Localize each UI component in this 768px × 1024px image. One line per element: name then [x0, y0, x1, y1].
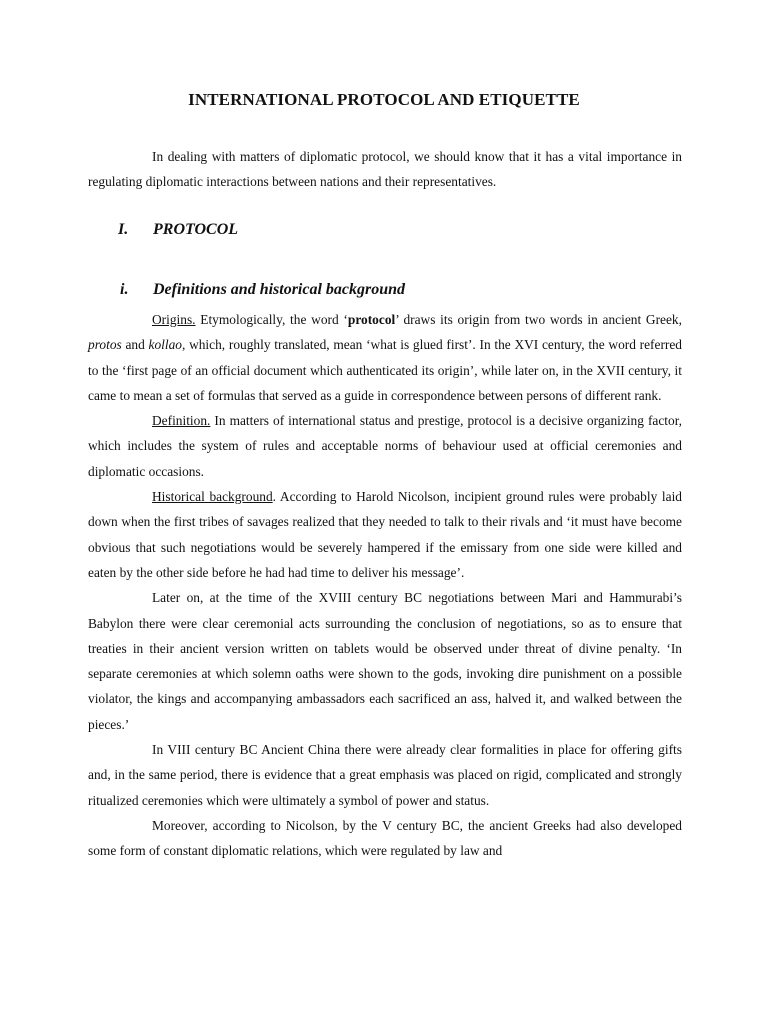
- subsection-heading: [120, 279, 405, 301]
- section-title: PROTOCOL: [153, 221, 239, 238]
- definition-label: Definition.: [152, 413, 211, 429]
- paragraph-later-on: Later on, at the time of the XVIII century BC negotiations between Mari and Hammurabi’s Babylon there were clear ceremonial acts surrounding the conclusion of negotiations, so as to ensure that treaties in their ancient version written on tablets would be observed under threat of divine penalty. ‘In separate ceremonies at which solemn oaths were shown to the gods, invoking dire punishment on a possible violator, the kings and accompanying ambassadors each sacrificed an ass, halved it, and walked between the pieces.’: [88, 590, 682, 732]
- subsection-number: i.: [120, 281, 129, 298]
- definition-text: In matters of international status and prestige, protocol is a decisive organizing factor, which includes the system of rules and acceptable norms of behaviour used at official ceremonies and diplomatic occasions.: [88, 413, 682, 479]
- document-title: INTERNATIONAL PROTOCOL AND ETIQUETTE: [188, 90, 580, 109]
- subsection-title: Definitions and historical background: [153, 281, 406, 298]
- origins-text-1: Etymologically, the word ‘: [195, 312, 348, 327]
- section-heading: [118, 219, 238, 241]
- paragraph-definition: [88, 408, 682, 484]
- origins-text-3: and: [121, 337, 149, 353]
- protocol-term: protocol: [347, 312, 396, 327]
- origins-text-2: ’ draws its origin from two words in ancient Greek,: [395, 312, 682, 327]
- paragraph-ancient-china: In VIII century BC Ancient China there were already clear formalities in place for offering gifts and, in the same period, there is evidence that a great emphasis was placed on rigid, complicated and strongly ritualized ceremonies which were ultimately a symbol of power and status.: [88, 742, 682, 808]
- origins-text-4: , which, roughly translated, mean ‘what is glued first’. In the XVI century, the word referred to the ‘first page of an official document which authenticated its origin’, while later on, in the XVII century, it came to mean a set of formulas that served as a guide in correspondence between persons of different rank.: [88, 337, 683, 403]
- historical-background-label: Historical background: [152, 489, 273, 505]
- origins-label: Origins.: [152, 312, 196, 327]
- greek-word-protos: protos: [88, 337, 122, 353]
- greek-word-kollao: kollao: [148, 337, 182, 353]
- main-body: [88, 307, 682, 864]
- paragraph-historical-background: [88, 484, 682, 585]
- section-number: I.: [118, 221, 129, 238]
- paragraph-origins: [88, 307, 682, 408]
- intro-paragraph: In dealing with matters of diplomatic protocol, we should know that it has a vital importance in regulating diplomatic interactions between nations and their representatives.: [88, 149, 682, 190]
- intro-block: [88, 144, 682, 195]
- historical-background-text: . According to Harold Nicolson, incipient ground rules were probably laid down when the first tribes of savages realized that they needed to talk to their rivals and ‘it must have become obvious that such negotiations would be severely hampered if the emissary from one side were killed and eaten by the other side before he had had time to deliver his message’.: [88, 489, 682, 580]
- paragraph-ancient-greeks: Moreover, according to Nicolson, by the V century BC, the ancient Greeks had also developed some form of constant diplomatic relations, which were regulated by law and: [88, 817, 682, 859]
